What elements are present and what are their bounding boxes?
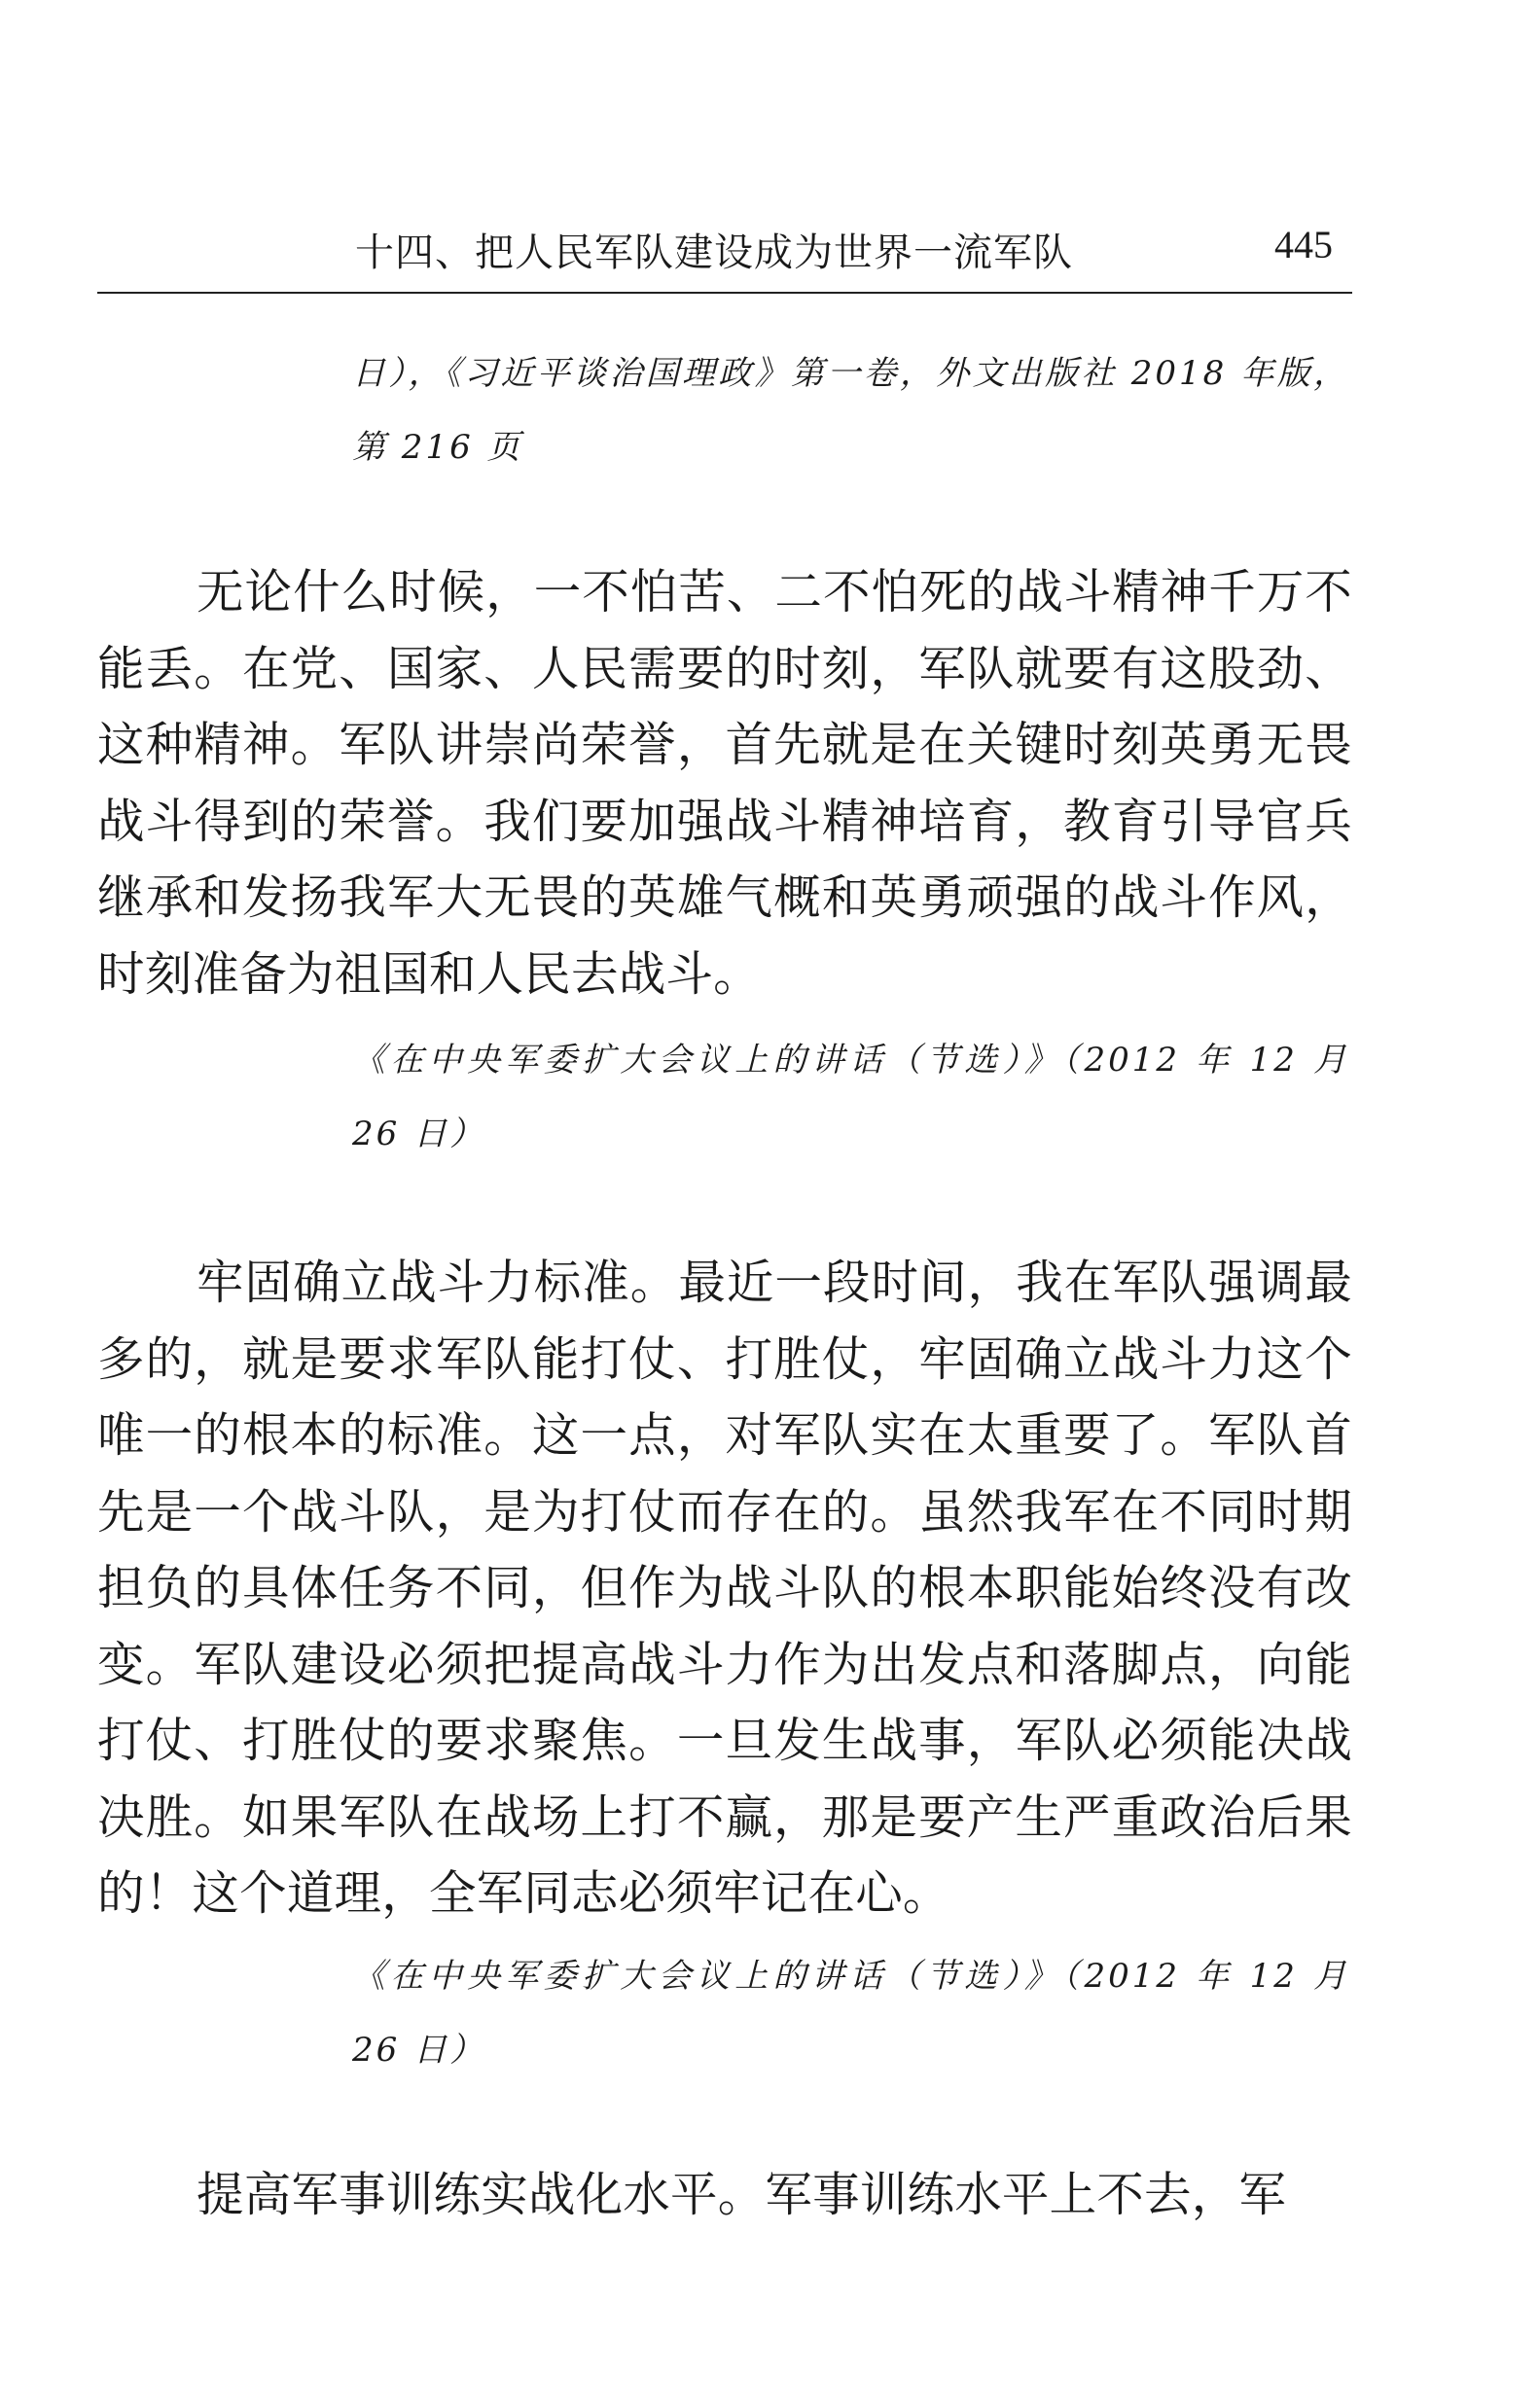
body-paragraph: 提高军事训练实战化水平。军事训练水平上不去，军 — [197, 2168, 1287, 2222]
body-paragraph: 无论什么时候，一不怕苦、二不怕死的战斗精神千万不能丢。在党、国家、人民需要的时刻，军队就要有这股劲、这种精神。军队讲崇尚荣誉，首先就是在关键时刻英勇无畏战斗得到的荣誉。我们要加强战斗精神培育，教育引导官兵继承和发扬我军大无畏的英雄气概和英勇顽强的战斗作风，时刻准备为祖国和人民去战斗。 — [97, 565, 1352, 1002]
body-paragraph: 牢固确立战斗力标准。最近一段时间，我在军队强调最多的，就是要求军队能打仗、打胜仗，牢固确立战斗力这个唯一的根本的标准。这一点，对军队实在太重要了。军队首先是一个战斗队，是为打仗而存在的。虽然我军在不同时期担负的具体任务不同，但作为战斗队的根本职能始终没有改变。军队建设必须把提高战斗力作为出发点和落脚点，向能打仗、打胜仗的要求聚焦。一旦发生战事，军队必须能决战决胜。如果军队在战场上打不赢，那是要产生严重政治后果的！这个道理，全军同志必须牢记在心。 — [97, 1256, 1352, 1921]
running-header — [97, 222, 1352, 292]
source-citation: 《在中央军委扩大会议上的讲话（节选）》（2012 年 12 月 26 日） — [352, 1957, 1349, 2070]
source-citation: 日），《习近平谈治国理政》第一卷，外文出版社 2018 年版，第 216 页 — [352, 354, 1350, 467]
page-number: 445 — [1274, 223, 1333, 266]
source-citation: 《在中央军委扩大会议上的讲话（节选）》（2012 年 12 月 26 日） — [352, 1041, 1349, 1153]
chapter-title: 十四、把人民军队建设成为世界一流军队 — [355, 230, 1073, 275]
header-divider — [97, 292, 1352, 294]
